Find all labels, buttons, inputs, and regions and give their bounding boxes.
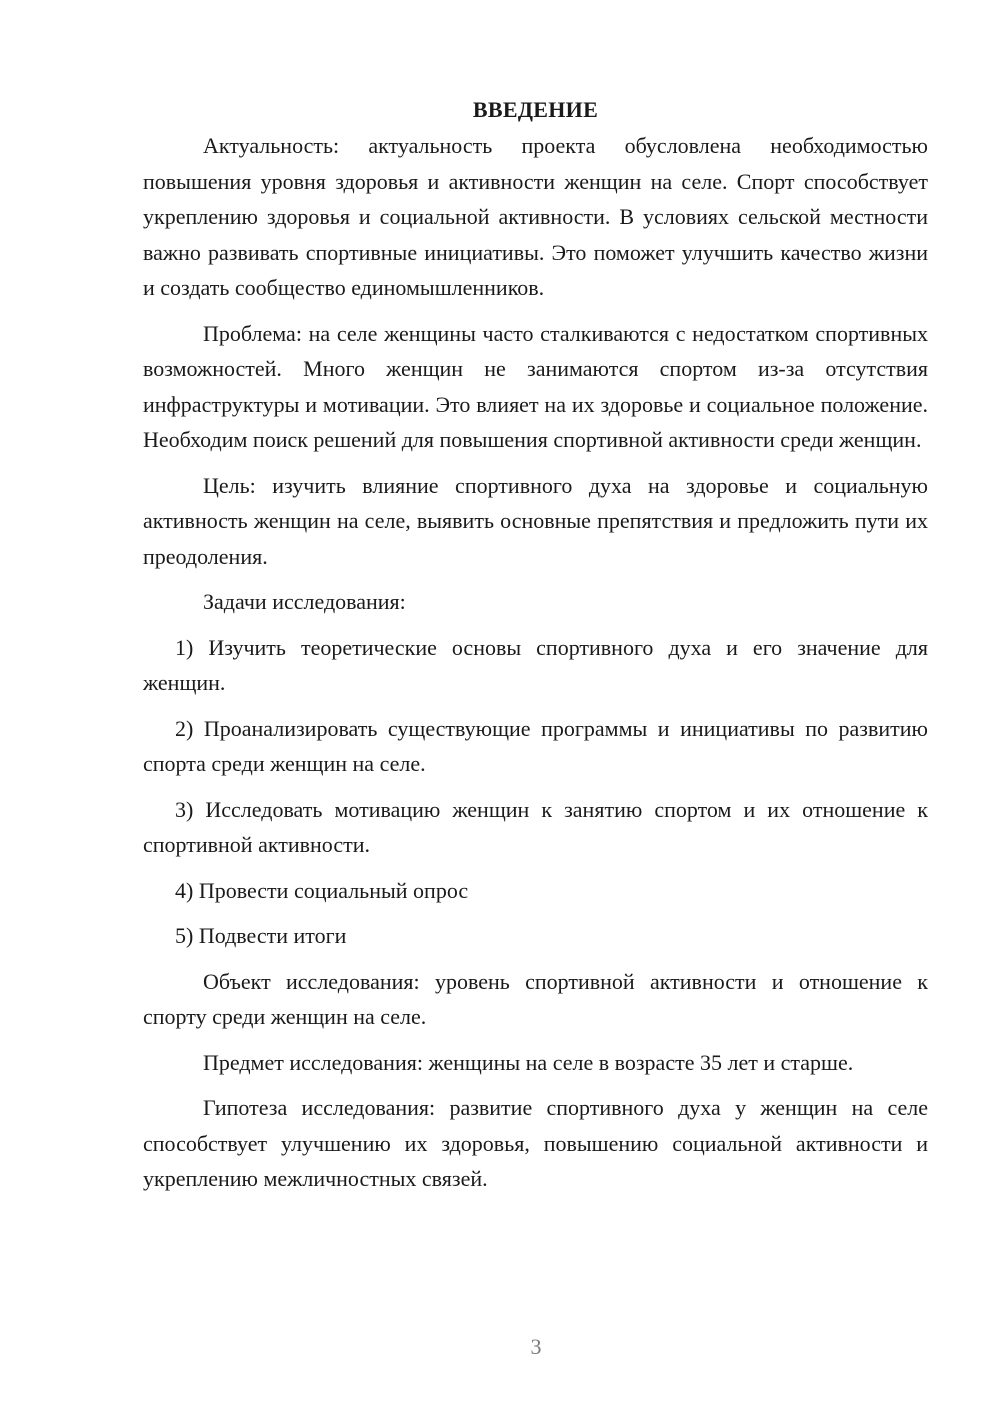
problem-paragraph: Проблема: на селе женщины часто сталкиваются с недостатком спортивных возможностей. Много женщин не занимаются спортом из-за отсутствия инфраструктуры и мотивации. Это влияет на их здоровье и социальное положение. Необходим поиск решений для повышения спортивной активности среди женщин. bbox=[143, 320, 928, 452]
tasks-heading: Задачи исследования: bbox=[203, 589, 406, 614]
task-item-2: 2) Проанализировать существующие программы и инициативы по развитию спорта среди женщин на селе. bbox=[143, 715, 928, 776]
section-heading: ВВЕДЕНИЕ bbox=[472, 97, 599, 122]
page-number: 3 bbox=[530, 1334, 542, 1359]
task-item-4: 4) Провести социальный опрос bbox=[175, 877, 469, 903]
hypothesis-paragraph: Гипотеза исследования: развитие спортивного духа у женщин на селе способствует улучшению их здоровья, повышению социальной активности и укреплению межличностных связей. bbox=[143, 1095, 928, 1191]
relevance-paragraph: Актуальность: актуальность проекта обусловлена необходимостью повышения уровня здоровья и активности женщин на селе. Спорт способствует укреплению здоровья и социальной активности. В условиях сельской местности важно развивать спортивные инициативы. Это поможет улучшить качество жизни и создать сообщество единомышленников. bbox=[143, 133, 928, 300]
subject-paragraph: Предмет исследования: женщины на селе в возрасте 35 лет и старше. bbox=[203, 1049, 854, 1075]
task-item-5: 5) Подвести итоги bbox=[175, 923, 347, 948]
object-paragraph: Объект исследования: уровень спортивной активности и отношение к спорту среди женщин на селе. bbox=[143, 968, 928, 1029]
task-item-1: 1) Изучить теоретические основы спортивного духа и его значение для женщин. bbox=[143, 634, 928, 695]
page-content bbox=[143, 95, 928, 1207]
goal-paragraph: Цель: изучить влияние спортивного духа на здоровье и социальную активность женщин на селе, выявить основные препятствия и предложить пути их преодоления. bbox=[143, 472, 928, 569]
task-item-3: 3) Исследовать мотивацию женщин к занятию спортом и их отношение к спортивной активности. bbox=[143, 796, 928, 857]
